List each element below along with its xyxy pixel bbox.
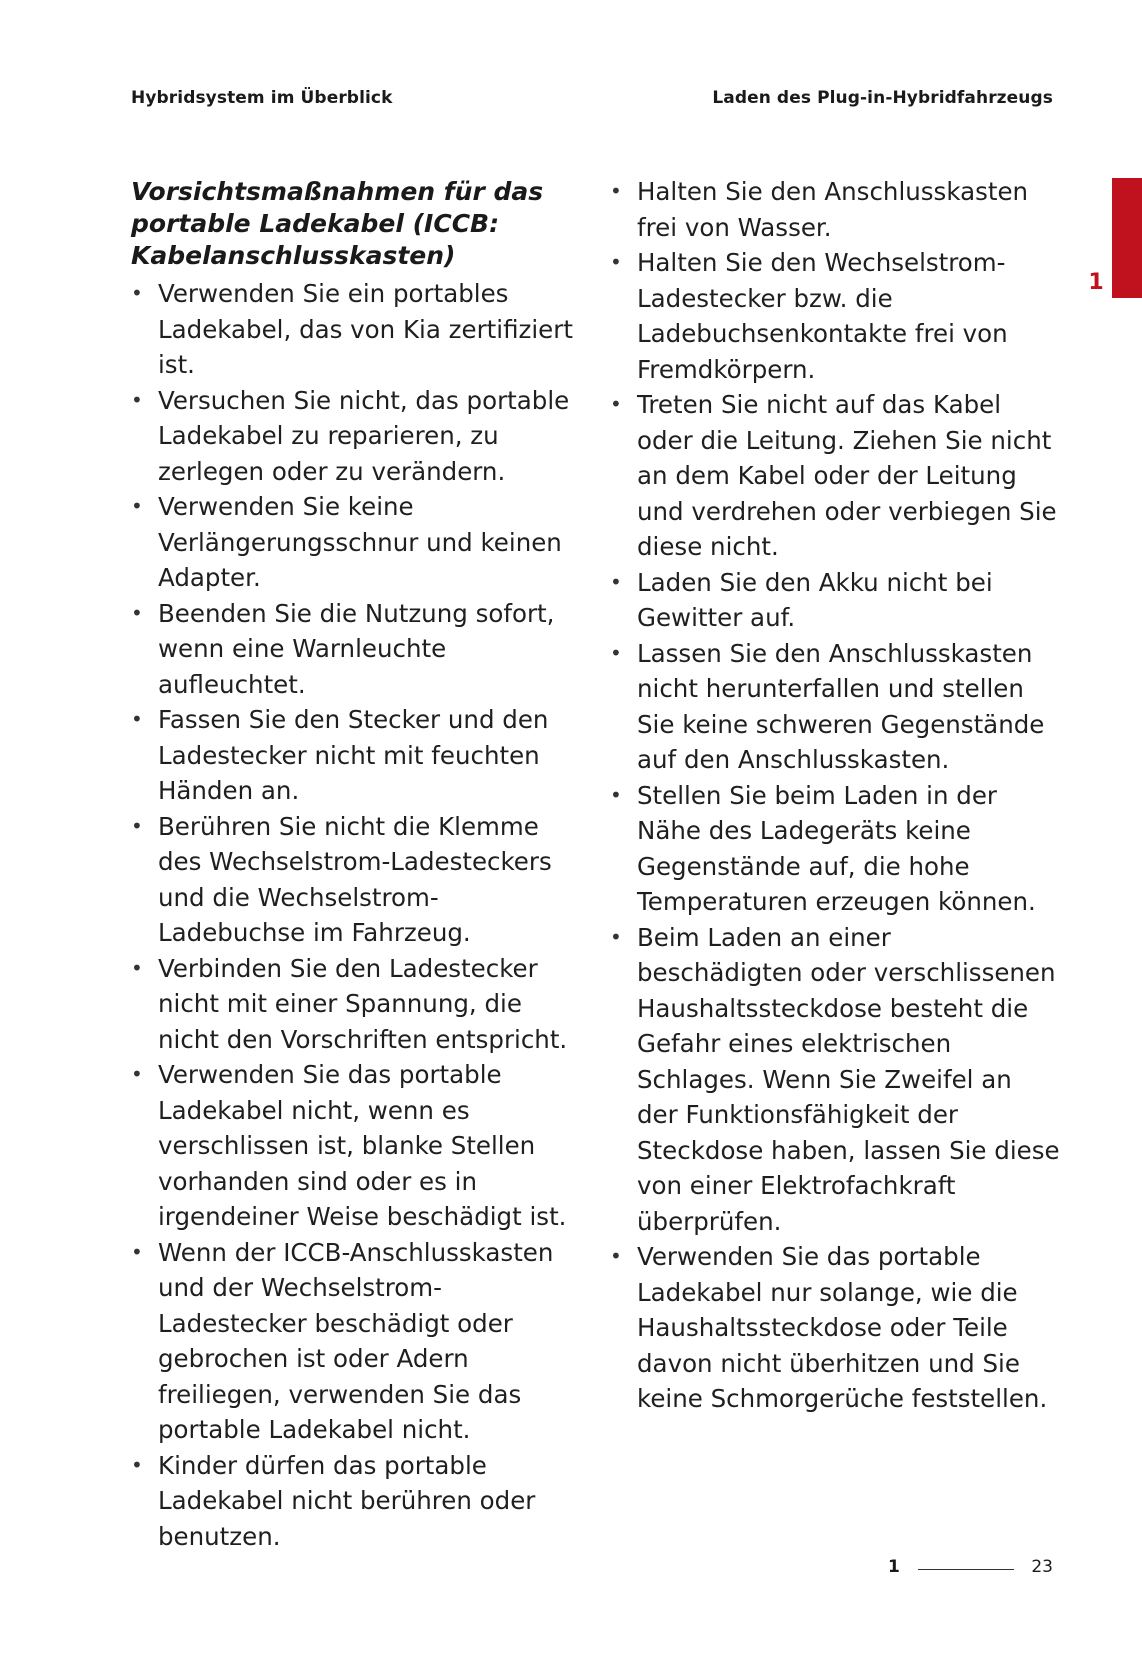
left-column xyxy=(131,174,583,1554)
list-item-text: • Halten Sie den Anschlusskasten frei von Wasser. xyxy=(637,177,1029,242)
list-item xyxy=(610,387,1060,565)
list-item-text: • Beim Laden an einer beschädigten oder verschlissenen Haushaltssteckdose besteht die Gefahr eines elektrischen Schlages. Wenn Sie Zweifel an der Funktionsfähigkeit der Steckdose haben, lassen Sie diese von einer Elektrofachkraft überprüfen. xyxy=(637,922,1060,1236)
list-item-text: • Stellen Sie beim Laden in der Nähe des Ladegeräts keine Gegenstände auf, die hohe Temperaturen erzeugen können. xyxy=(637,780,1036,916)
list-item xyxy=(131,809,583,951)
list-item-text: • Verwenden Sie das portable Ladekabel nur solange, wie die Haushaltssteckdose oder Teile davon nicht überhitzen und Sie keine Schmorgerüche feststellen. xyxy=(637,1242,1048,1413)
list-item xyxy=(610,565,1060,636)
list-item xyxy=(131,489,583,596)
right-column xyxy=(610,174,1060,1417)
list-item-text: • Fassen Sie den Stecker und den Ladestecker nicht mit feuchten Händen an. xyxy=(158,705,549,805)
list-item-text: • Kinder dürfen das portable Ladekabel nicht berühren oder benutzen. xyxy=(158,1450,536,1551)
running-header-topic: Laden des Plug-in-Hybridfahrzeugs xyxy=(712,88,1053,108)
chapter-tab-marker xyxy=(1112,178,1142,298)
list-item-text: • Beenden Sie die Nutzung sofort, wenn eine Warnleuchte aufleuchtet. xyxy=(158,598,555,699)
list-item-text: • Berühren Sie nicht die Klemme des Wechselstrom-Ladesteckers und die Wechselstrom-Ladebuchse im Fahrzeug. xyxy=(158,811,552,947)
list-item xyxy=(131,276,583,383)
right-bullet-list xyxy=(610,174,1060,1417)
list-item xyxy=(131,1235,583,1448)
footer-chapter-number: 1 xyxy=(888,1557,900,1577)
list-item-text: • Verwenden Sie das portable Ladekabel nicht, wenn es verschlissen ist, blanke Stellen vorhanden sind oder es in irgendeiner Weise beschädigt ist. xyxy=(158,1060,567,1231)
page-footer xyxy=(880,1557,1053,1583)
left-bullet-list xyxy=(131,276,583,1554)
list-item-text: • Versuchen Sie nicht, das portable Ladekabel zu reparieren, zu zerlegen oder zu verändern. xyxy=(158,385,570,486)
section-heading: Vorsichtsmaßnahmen für das portable Ladekabel (ICCB: Kabelanschlusskasten) xyxy=(131,177,544,270)
list-item xyxy=(610,1239,1060,1417)
list-item xyxy=(610,778,1060,920)
list-item xyxy=(131,383,583,490)
footer-divider xyxy=(918,1569,1014,1570)
list-item-text: • Verwenden Sie keine Verlängerungsschnur und keinen Adapter. xyxy=(158,492,562,592)
list-item-text: • Laden Sie den Akku nicht bei Gewitter auf. xyxy=(637,567,993,632)
list-item xyxy=(610,636,1060,778)
list-item xyxy=(610,174,1060,245)
list-item xyxy=(610,245,1060,387)
list-item xyxy=(131,702,583,809)
list-item xyxy=(610,920,1060,1240)
list-item-text: • Lassen Sie den Anschlusskasten nicht herunterfallen und stellen Sie keine schweren Gegenstände auf den Anschlusskasten. xyxy=(637,638,1045,774)
list-item-text: • Verwenden Sie ein portables Ladekabel, das von Kia zertifiziert ist. xyxy=(158,279,573,379)
list-item-text: • Wenn der ICCB-Anschlusskasten und der Wechselstrom-Ladestecker beschädigt oder gebrochen ist oder Adern freiliegen, verwenden Sie das portable Ladekabel nicht. xyxy=(158,1237,554,1444)
list-item xyxy=(131,596,583,703)
running-header-section: Hybridsystem im Überblick xyxy=(131,88,393,108)
list-item-text: • Treten Sie nicht auf das Kabel oder die Leitung. Ziehen Sie nicht an dem Kabel oder der Leitung und verdrehen oder verbiegen Sie diese nicht. xyxy=(637,390,1057,561)
list-item-text: • Halten Sie den Wechselstrom-Ladestecker bzw. die Ladebuchsenkontakte frei von Fremdkörpern. xyxy=(637,248,1008,384)
list-item xyxy=(131,1448,583,1555)
list-item xyxy=(131,951,583,1058)
list-item-text: • Verbinden Sie den Ladestecker nicht mit einer Spannung, die nicht den Vorschriften entspricht. xyxy=(158,953,568,1054)
list-item xyxy=(131,1057,583,1235)
page-number: 23 xyxy=(1031,1557,1053,1577)
chapter-tab-number: 1 xyxy=(1088,270,1104,295)
